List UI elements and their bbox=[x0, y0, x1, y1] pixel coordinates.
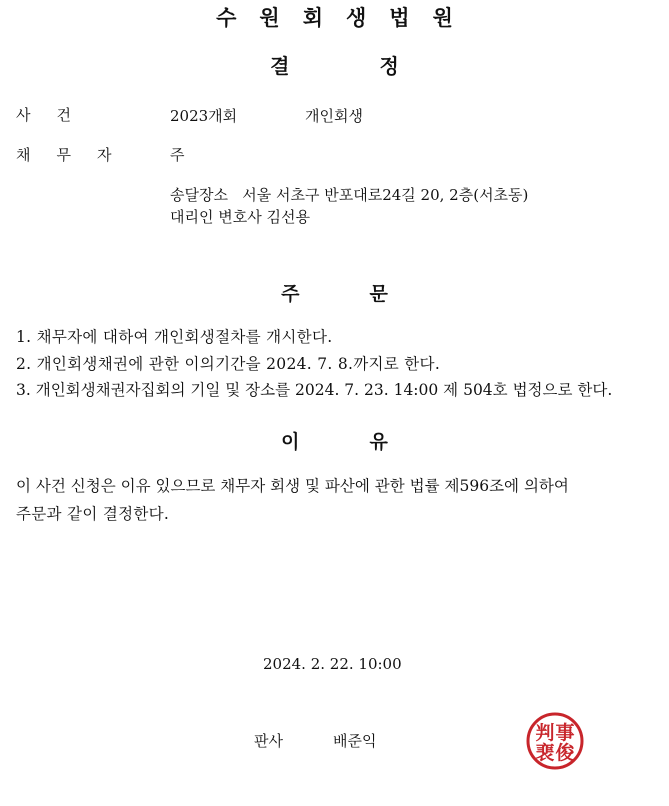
judge-label: 판사 bbox=[254, 732, 283, 750]
order-item-3: 3. 개인회생채권자집회의 기일 및 장소를 2024. 7. 23. 14:00 제 504호 법정으로 한다. bbox=[16, 381, 613, 399]
document-type: 결정 bbox=[270, 54, 489, 78]
case-number: 2023개회 bbox=[170, 107, 238, 125]
debtor-agent: 대리인 변호사 김선용 bbox=[170, 208, 310, 226]
reason-line-2: 주문과 같이 결정한다. bbox=[16, 505, 170, 523]
delivery-place: 송달장소 서울 서초구 반포대로24길 20, 2층(서초동) bbox=[170, 186, 529, 204]
reason-title: 이유 bbox=[281, 431, 458, 453]
order-title: 주문 bbox=[281, 283, 458, 305]
svg-text:俊: 俊 bbox=[555, 742, 575, 764]
debtor-address-prefix: 주 bbox=[170, 146, 185, 164]
judge-seal-stamp bbox=[526, 712, 584, 770]
svg-text:裵: 裵 bbox=[535, 742, 555, 764]
court-name: 수원회생법원 bbox=[216, 6, 476, 30]
order-item-2: 2. 개인회생채권에 관한 이의기간을 2024. 7. 8.까지로 한다. bbox=[16, 355, 441, 373]
case-label: 사건 bbox=[16, 106, 97, 124]
svg-text:事: 事 bbox=[555, 722, 575, 744]
order-item-1: 1. 채무자에 대하여 개인회생절차를 개시한다. bbox=[16, 328, 333, 346]
debtor-label: 채무자 bbox=[16, 146, 138, 164]
decision-date: 2024. 2. 22. 10:00 bbox=[263, 655, 402, 673]
case-type: 개인회생 bbox=[305, 107, 363, 125]
svg-text:判: 判 bbox=[535, 722, 555, 744]
reason-line-1: 이 사건 신청은 이유 있으므로 채무자 회생 및 파산에 관한 법률 제596조에 의하여 bbox=[16, 477, 569, 495]
judge-name: 배준익 bbox=[333, 732, 377, 750]
